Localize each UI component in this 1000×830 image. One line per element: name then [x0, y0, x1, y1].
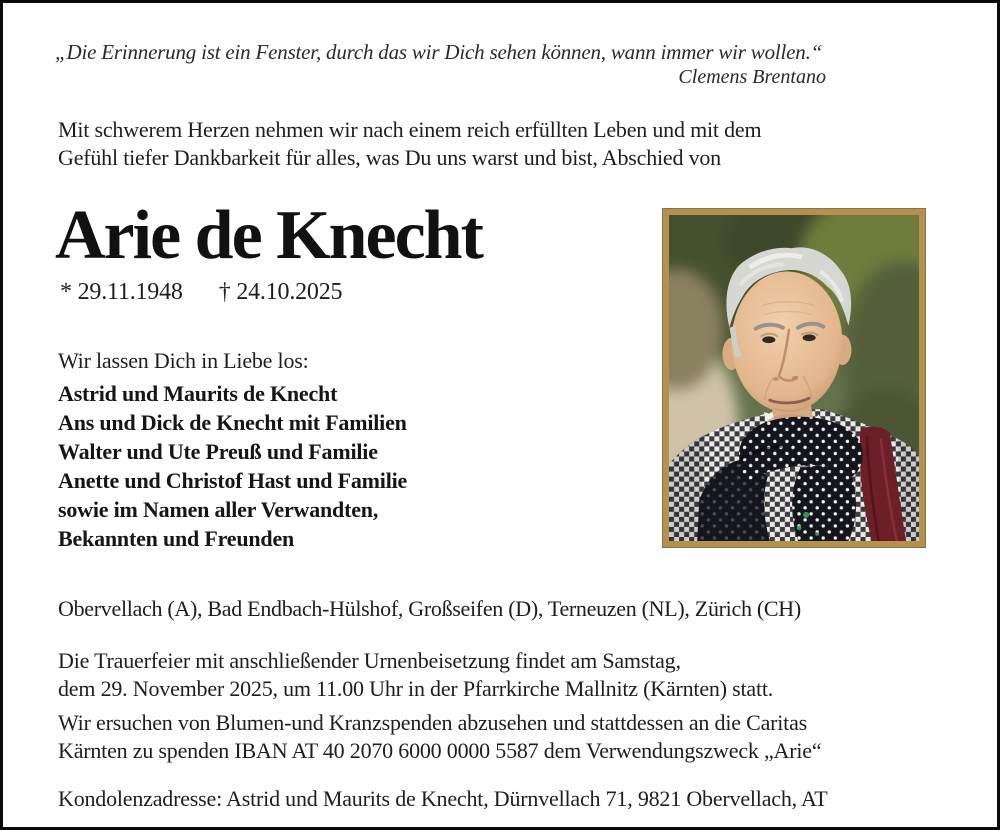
service-info: [58, 647, 958, 703]
service-line-2: dem 29. November 2025, um 11.00 Uhr in der Pfarrkirche Mallnitz (Kärnten) statt.: [58, 676, 774, 701]
mourner-line: Walter und Ute Preuß und Familie: [58, 439, 378, 464]
mourner-line: Astrid und Maurits de Knecht: [58, 381, 338, 406]
birth-date: * 29.11.1948: [60, 279, 183, 305]
donation-info: [58, 709, 968, 765]
deceased-name: Arie de Knecht: [55, 197, 482, 274]
intro-paragraph: [58, 116, 918, 172]
donation-line-2: Kärnten zu spenden IBAN AT 40 2070 6000 0000 5587 dem Verwendungszweck „Arie“: [58, 738, 822, 763]
life-dates: [60, 279, 560, 306]
death-date: † 24.10.2025: [218, 279, 343, 305]
portrait-photo-frame: [663, 209, 925, 547]
memorial-quote: „Die Erinnerung ist ein Fenster, durch das wir Dich sehen können, wann immer wir wollen.“: [55, 40, 823, 64]
mourner-line: Ans und Dick de Knecht mit Familien: [58, 410, 407, 435]
mourner-line: Anette und Christof Hast und Familie: [58, 468, 408, 493]
mourners-list: [58, 379, 638, 553]
farewell-lead: Wir lassen Dich in Liebe los:: [58, 348, 309, 373]
quote-attribution: Clemens Brentano: [678, 66, 826, 88]
intro-line-1: Mit schwerem Herzen nehmen wir nach einem reich erfüllten Leben und mit dem: [58, 117, 762, 142]
mourner-line: Bekannten und Freunden: [58, 526, 295, 551]
mourner-line: sowie im Namen aller Verwandten,: [58, 497, 379, 522]
locations-line: Obervellach (A), Bad Endbach-Hülshof, Großseifen (D), Terneuzen (NL), Zürich (CH): [58, 596, 801, 621]
portrait-photo: [669, 215, 919, 541]
intro-line-2: Gefühl tiefer Dankbarkeit für alles, was Du uns warst und bist, Abschied von: [58, 145, 721, 170]
service-line-1: Die Trauerfeier mit anschließender Urnenbeisetzung findet am Samstag,: [58, 648, 681, 673]
condolence-address: Kondolenzadresse: Astrid und Maurits de Knecht, Dürnvellach 71, 9821 Obervellach, AT: [58, 786, 828, 811]
donation-line-1: Wir ersuchen von Blumen-und Kranzspenden abzusehen und stattdessen an die Caritas: [58, 710, 808, 735]
